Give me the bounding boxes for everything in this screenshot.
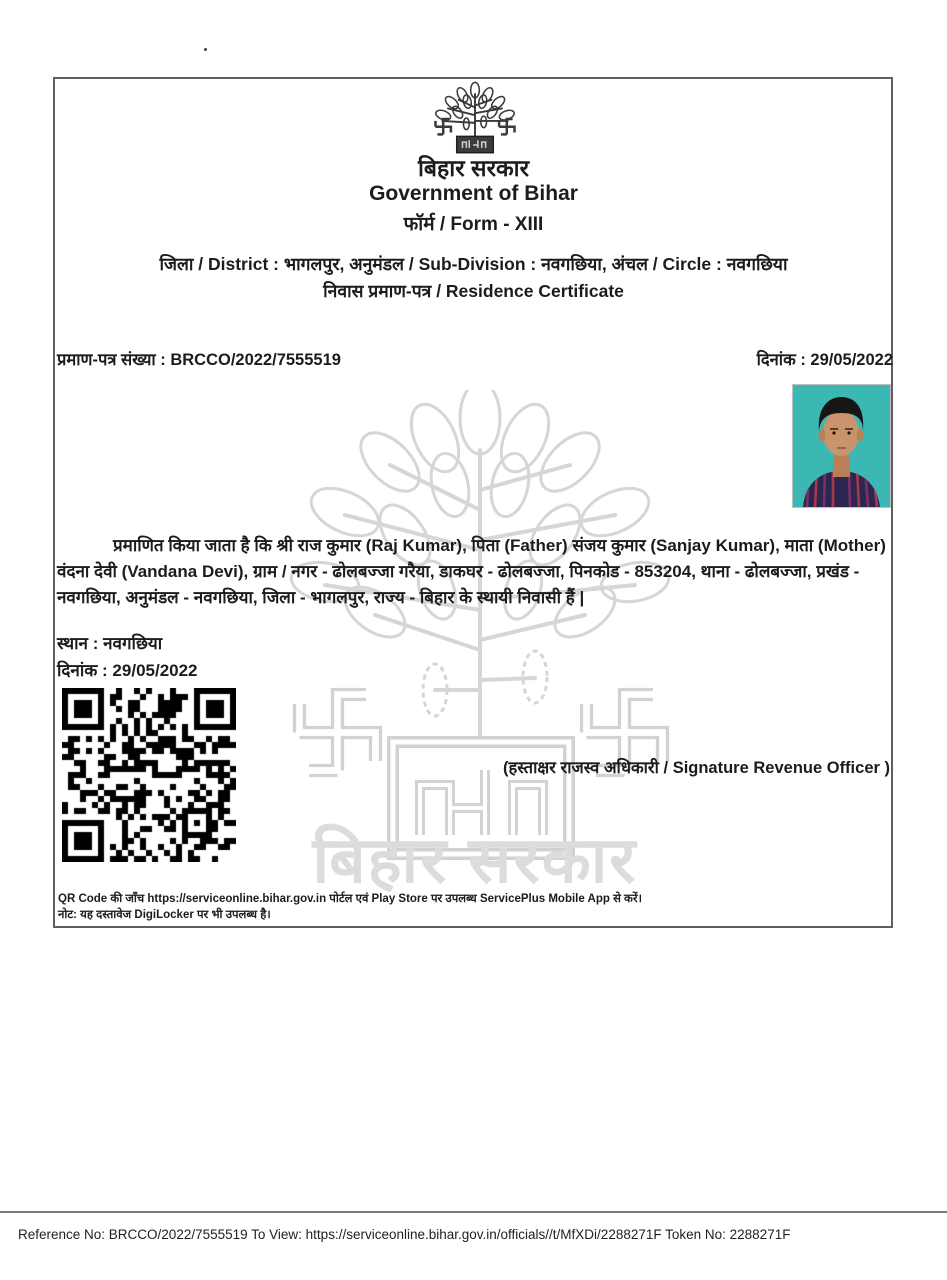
watermark-text: बिहार सरकार: [312, 824, 638, 896]
certification-paragraph: प्रमाणित किया जाता है कि श्री राज कुमार (Raj Kumar), पिता (Father) संजय कुमार (Sanjay Kumar), माता (Mother) वंदना देवी (Vandana Devi), ग्राम / नगर - ढोलबज्जा गरैया, डाकघर - ढोलबज्जा, पिनकोड - 853204, थाना - ढोलबज्जा, प्रखंड - नवगछिया, अनुमंडल - नवगछिया, जिला - भागलपुर, राज्य - बिहार के स्थायी निवासी हैं |: [57, 536, 886, 607]
footer-divider: [0, 1211, 947, 1213]
govt-name-english: Government of Bihar: [369, 182, 578, 205]
bihar-emblem-icon: [422, 80, 528, 158]
scan-artifact-dot: [204, 48, 207, 51]
reference-line: Reference No: BRCCO/2022/7555519 To View: https://serviceonline.bihar.gov.in/officials//t/MfXDi/2288271F Token No: 2288271F: [18, 1227, 791, 1242]
issue-date: दिनांक : 29/05/2022: [756, 351, 893, 369]
qr-verification-note: QR Code की जाँच https://serviceonline.bihar.gov.in पोर्टल एवं Play Store पर उपलब्ध ServicePlus Mobile App से करें।: [58, 893, 642, 905]
digilocker-note: नोट: यह दस्तावेज DigiLocker पर भी उपलब्ध है।: [58, 909, 271, 921]
bihar-emblem-watermark-icon: [285, 390, 675, 860]
applicant-photo: [792, 384, 891, 508]
swastika-left-icon: [300, 695, 376, 771]
form-number-line: फॉर्म / Form - XIII: [403, 214, 544, 235]
qr-code: [62, 688, 236, 862]
district-subdivision-circle-line: जिला / District : भागलपुर, अनुमंडल / Sub-Division : नवगछिया, अंचल / Circle : नवगछिया: [159, 254, 788, 274]
date-line: दिनांक : 29/05/2022: [57, 661, 198, 680]
signature-revenue-officer-line: (हस्ताक्षर राजस्व अधिकारी / Signature Revenue Officer ): [502, 759, 890, 777]
govt-name-hindi: बिहार सरकार: [417, 155, 530, 181]
certificate-title: निवास प्रमाण-पत्र / Residence Certificate: [323, 281, 624, 301]
place-line: स्थान : नवगछिया: [57, 634, 163, 653]
certificate-number: प्रमाण-पत्र संख्या : BRCCO/2022/7555519: [57, 351, 341, 369]
